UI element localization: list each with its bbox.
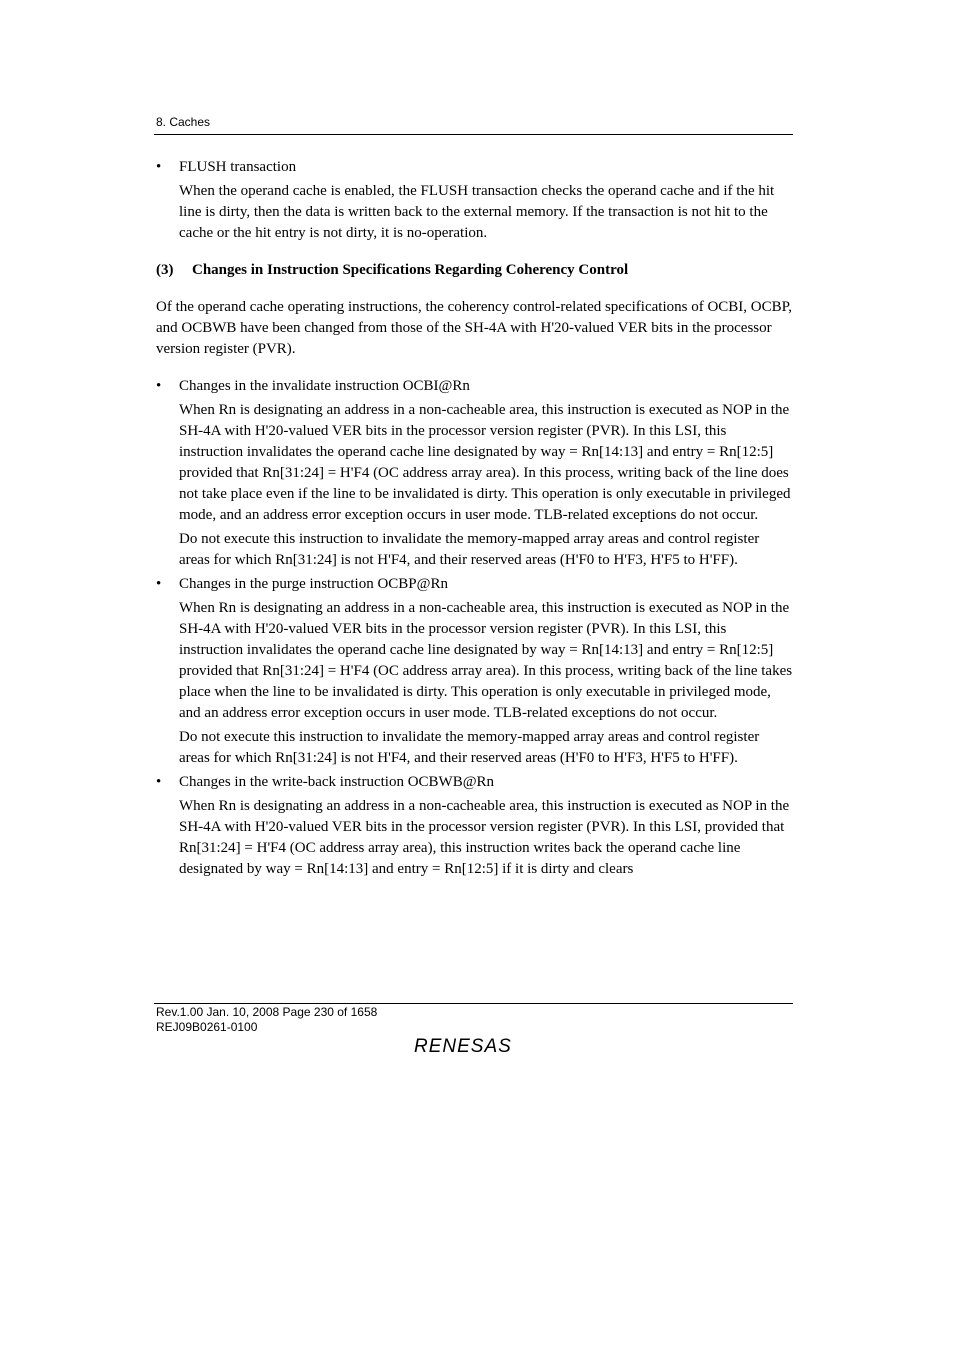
document-number: REJ09B0261-0100 xyxy=(156,1020,258,1034)
ocbwb-item xyxy=(156,772,793,880)
ocbp-title: Changes in the purge instruction OCBP@Rn xyxy=(179,576,448,592)
bullet: • xyxy=(156,159,162,175)
section-heading xyxy=(156,260,793,281)
flush-item xyxy=(156,157,793,244)
ocbwb-paragraph-1: When Rn is designating an address in a non-cacheable area, this instruction is executed as NOP in the SH-4A with H'20-valued VER bits in the processor version register (PVR). In this LSI, provided that Rn[31:24] = H'F4 (OC address array area), this instruction writes back the operand cache line designated by way = Rn[14:13] and entry = Rn[12:5] if it is dirty and clears xyxy=(179,798,790,877)
section-title: Changes in Instruction Specifications Regarding Coherency Control xyxy=(192,262,629,278)
ocbi-paragraph-2: Do not execute this instruction to invalidate the memory-mapped array areas and control register areas for which Rn[31:24] is not H'F4, and their reserved areas (H'F0 to H'F3, H'F5 to H'FF). xyxy=(179,531,760,568)
flush-text: When the operand cache is enabled, the FLUSH transaction checks the operand cache and if the hit line is dirty, then the data is written back to the external memory. If the transaction is not hit to the cache or the hit entry is not dirty, it is no-operation. xyxy=(179,183,775,241)
page-footer xyxy=(156,1005,377,1035)
ocbp-paragraph-2: Do not execute this instruction to invalidate the memory-mapped array areas and control register areas for which Rn[31:24] is not H'F4, and their reserved areas (H'F0 to H'F3, H'F5 to H'FF). xyxy=(179,729,760,766)
section-number: (3) xyxy=(156,262,174,278)
section-intro: Of the operand cache operating instructions, the coherency control-related specifications of OCBI, OCBP, and OCBWB have been changed from those of the SH-4A with H'20-valued VER bits in the processor version register (PVR). xyxy=(156,299,793,357)
ocbi-title: Changes in the invalidate instruction OCBI@Rn xyxy=(179,378,470,394)
renesas-logo xyxy=(414,1034,534,1056)
ocbp-paragraph-1: When Rn is designating an address in a non-cacheable area, this instruction is executed as NOP in the SH-4A with H'20-valued VER bits in the processor version register (PVR). In this LSI, this instruction invalidates the operand cache line designated by way = Rn[14:13] and entry = Rn[12:5] provided that Rn[31:24] = H'F4 (OC address array area). In this process, writing back of the line takes place when the line to be invalidated is dirty. This operation is only executable in privileged mode, and an address error exception occurs in user mode. TLB-related exceptions do not occur. xyxy=(179,600,793,721)
bullet: • xyxy=(156,576,162,592)
header-rule xyxy=(154,134,793,135)
bullet: • xyxy=(156,774,162,790)
footer-rule xyxy=(154,1003,793,1004)
ocbwb-title: Changes in the write-back instruction OCBWB@Rn xyxy=(179,774,495,790)
bullet: • xyxy=(156,378,162,394)
revision-line: Rev.1.00 Jan. 10, 2008 Page 230 of 1658 xyxy=(156,1005,378,1019)
running-header: 8. Caches xyxy=(156,115,211,129)
ocbi-item xyxy=(156,376,793,571)
ocbp-item xyxy=(156,574,793,769)
flush-title: FLUSH transaction xyxy=(179,159,297,175)
logo-wordmark: RENESAS xyxy=(414,1036,512,1056)
ocbi-paragraph-1: When Rn is designating an address in a non-cacheable area, this instruction is executed as NOP in the SH-4A with H'20-valued VER bits in the processor version register (PVR). In this LSI, this instruction invalidates the operand cache line designated by way = Rn[14:13] and entry = Rn[12:5] provided that Rn[31:24] = H'F4 (OC address array area). In this process, writing back of the line does not take place even if the line to be invalidated is dirty. This operation is only executable in privileged mode, and an address error exception occurs in user mode. TLB-related exceptions do not occur. xyxy=(179,402,791,523)
page-body xyxy=(156,157,793,883)
